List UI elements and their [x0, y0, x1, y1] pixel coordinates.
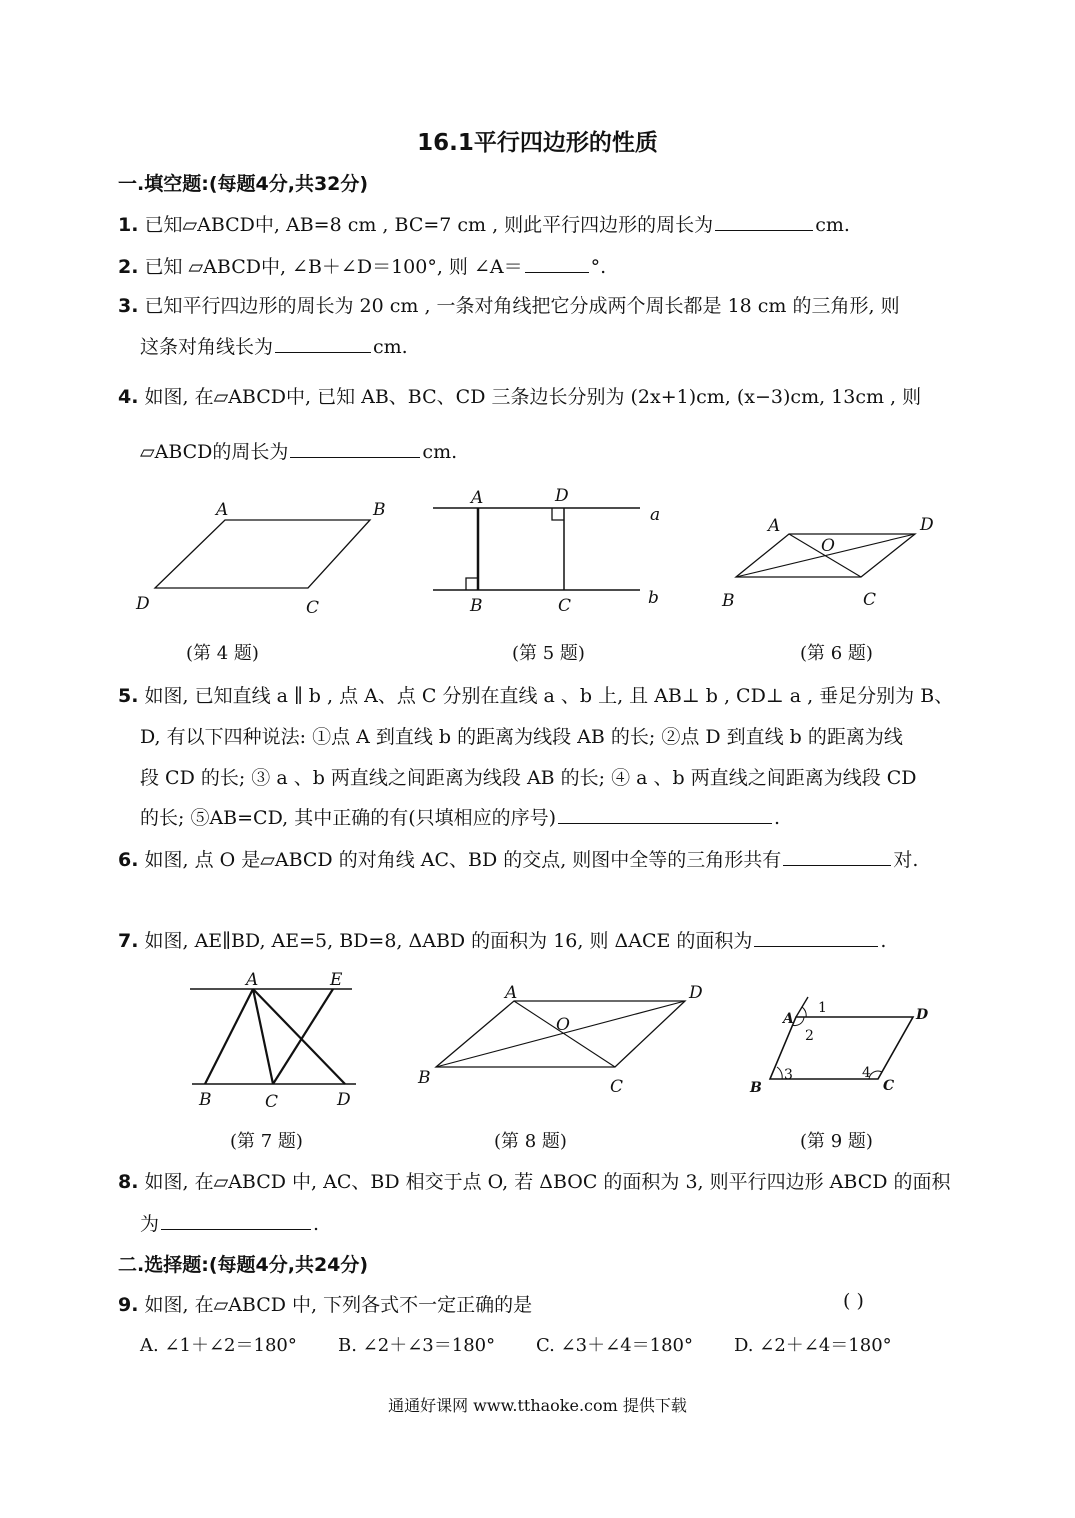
question-number: 2. [118, 256, 139, 278]
vertex-label-b: B [418, 1068, 431, 1088]
vertex-label-b: B [373, 500, 386, 520]
question-text: 这条对角线长为 [140, 336, 274, 358]
unit-text: cm. [373, 336, 408, 358]
question-2 [118, 252, 606, 279]
point-label-c: C [558, 596, 572, 616]
segment-ab [205, 989, 253, 1084]
question-text: 已知 ▱ABCD中, ∠B＋∠D＝100°, 则 ∠A＝ [144, 256, 523, 278]
question-number: 7. [118, 930, 139, 952]
question-text: 已知平行四边形的周长为 20 cm , 一条对角线把它分成两个周长都是 18 cm 的三角形, 则 [144, 295, 900, 317]
segment-ad [253, 989, 345, 1084]
option-d[interactable]: D. ∠2＋∠4＝180° [734, 1335, 892, 1356]
question-4-line-1 [118, 382, 921, 409]
vertex-label-d: D [920, 515, 934, 535]
question-text: 如图, 在▱ABCD中, 已知 AB、BC、CD 三条边长分别为 (2x+1)cm, (x−3)cm, 13cm , 则 [144, 386, 922, 408]
figure-9-caption: (第 9 题) [800, 1131, 873, 1152]
end-text: . [880, 930, 887, 952]
question-number: 1. [118, 214, 139, 236]
question-7 [118, 926, 886, 953]
end-text: . [313, 1213, 320, 1235]
angle-label-2: 2 [805, 1028, 814, 1044]
section-fill-in-heading: 一.填空题:(每题4分,共32分) [118, 173, 369, 195]
question-number: 8. [118, 1171, 139, 1193]
question-5-line-4 [140, 803, 780, 830]
question-8-line-2 [140, 1209, 319, 1236]
answer-blank[interactable] [161, 1211, 311, 1230]
question-text: 已知▱ABCD中, AB=8 cm , BC=7 cm , 则此平行四边形的周长为 [144, 214, 714, 236]
answer-blank[interactable] [558, 805, 772, 824]
unit-text: cm. [422, 441, 458, 463]
segment-ac [253, 989, 273, 1084]
page-footer: 通通好课网 www.tthaoke.com 提供下载 [388, 1396, 687, 1415]
question-text: ▱ABCD的周长为 [140, 441, 289, 463]
unit-text: cm. [815, 214, 850, 236]
question-5-line-1 [118, 681, 953, 708]
question-9 [118, 1290, 532, 1317]
question-text: 如图, 在▱ABCD 中, 下列各式不一定正确的是 [144, 1294, 533, 1316]
vertex-label-a: A [216, 500, 229, 520]
line-label-a: a [650, 505, 661, 525]
vertex-label-d: D [916, 1007, 929, 1023]
point-label-d: D [337, 1090, 351, 1110]
answer-blank[interactable] [275, 334, 371, 353]
question-number: 3. [118, 295, 139, 317]
question-4-line-2 [140, 437, 457, 464]
answer-blank[interactable] [715, 212, 813, 231]
vertex-label-d: D [136, 594, 150, 614]
question-text: D, 有以下四种说法: ①点 A 到直线 b 的距离为线段 AB 的长; ②点 D 到直线 b 的距离为线 [140, 726, 903, 748]
parallelogram-shape [155, 520, 370, 588]
figure-8-parallelogram-diagonals [410, 975, 720, 1095]
question-text: 如图, AE∥BD, AE=5, BD=8, ΔABD 的面积为 16, 则 ΔACE 的面积为 [144, 930, 753, 952]
line-label-b: b [648, 588, 659, 608]
question-9-options [140, 1331, 932, 1357]
answer-parentheses[interactable]: ( ) [843, 1290, 864, 1312]
point-label-d: D [555, 486, 569, 506]
vertex-label-c: C [610, 1077, 624, 1095]
right-angle-mark-d [552, 508, 564, 520]
point-label-c: C [265, 1092, 279, 1112]
end-text: 对. [893, 849, 919, 871]
figure-4-parallelogram [130, 495, 400, 625]
answer-blank[interactable] [525, 254, 589, 273]
question-number: 4. [118, 386, 139, 408]
vertex-label-b: B [750, 1080, 762, 1096]
vertex-label-a: A [505, 983, 518, 1003]
angle-arc-1 [802, 1007, 806, 1017]
option-b[interactable]: B. ∠2＋∠3＝180° [338, 1335, 496, 1356]
question-6 [118, 845, 918, 872]
figure-8-caption: (第 8 题) [494, 1131, 567, 1152]
right-angle-mark-b [466, 578, 478, 590]
question-text: 如图, 点 O 是▱ABCD 的对角线 AC、BD 的交点, 则图中全等的三角形共有 [144, 849, 782, 871]
point-label-b: B [199, 1090, 212, 1110]
question-text: 为 [140, 1213, 160, 1235]
answer-blank[interactable] [754, 928, 878, 947]
end-text: . [774, 807, 781, 829]
figure-5-parallel-lines [430, 480, 670, 620]
section-choice-heading: 二.选择题:(每题4分,共24分) [118, 1254, 369, 1276]
figure-4-caption: (第 4 题) [186, 643, 259, 664]
angle-label-3: 3 [784, 1067, 793, 1083]
center-label-o: O [821, 536, 835, 556]
vertex-label-b: B [722, 591, 735, 611]
question-5-line-3 [140, 763, 917, 790]
unit-text: °. [590, 256, 607, 278]
vertex-label-a: A [768, 516, 781, 536]
vertex-label-c: C [306, 598, 320, 618]
figure-6-caption: (第 6 题) [800, 643, 873, 664]
point-label-e: E [330, 970, 343, 990]
figure-6-parallelogram-diagonals [715, 505, 945, 615]
question-text: 的长; ⑤AB=CD, 其中正确的有(只填相应的序号) [140, 807, 557, 829]
answer-blank[interactable] [290, 439, 420, 458]
option-c[interactable]: C. ∠3＋∠4＝180° [536, 1335, 693, 1356]
question-1 [118, 210, 850, 237]
page-title: 16.1平行四边形的性质 [417, 130, 658, 156]
vertex-label-d: D [689, 983, 703, 1003]
angle-arc-3 [777, 1067, 782, 1079]
question-3-line-2 [140, 332, 408, 359]
point-label-b: B [470, 596, 483, 616]
angle-label-1: 1 [818, 1000, 827, 1016]
question-text: 如图, 在▱ABCD 中, AC、BD 相交于点 O, 若 ΔBOC 的面积为 3, 则平行四边形 ABCD 的面积 [144, 1171, 951, 1193]
question-number: 6. [118, 849, 139, 871]
vertex-label-c: C [863, 590, 877, 610]
point-label-a: A [246, 970, 259, 990]
option-a[interactable]: A. ∠1＋∠2＝180° [140, 1335, 297, 1356]
figure-7-triangles [180, 965, 370, 1115]
question-number: 9. [118, 1294, 139, 1316]
center-label-o: O [556, 1015, 570, 1035]
vertex-label-a: A [783, 1011, 794, 1027]
question-text: 如图, 已知直线 a ∥ b , 点 A、点 C 分别在直线 a 、b 上, 且 AB⊥ b , CD⊥ a , 垂足分别为 B、 [144, 685, 954, 707]
question-5-line-2 [140, 722, 903, 749]
question-8-line-1 [118, 1167, 951, 1194]
figure-9-parallelogram-angles [740, 995, 940, 1105]
question-text: 段 CD 的长; ③ a 、b 两直线之间距离为线段 AB 的长; ④ a 、b 两直线之间距离为线段 CD [140, 767, 917, 789]
vertex-label-c: C [883, 1078, 895, 1094]
segment-ce [273, 989, 333, 1084]
question-number: 5. [118, 685, 139, 707]
answer-blank[interactable] [783, 847, 891, 866]
question-3-line-1 [118, 291, 900, 318]
figure-5-caption: (第 5 题) [512, 643, 585, 664]
figure-7-caption: (第 7 题) [230, 1131, 303, 1152]
angle-label-4: 4 [862, 1065, 871, 1081]
point-label-a: A [471, 488, 484, 508]
